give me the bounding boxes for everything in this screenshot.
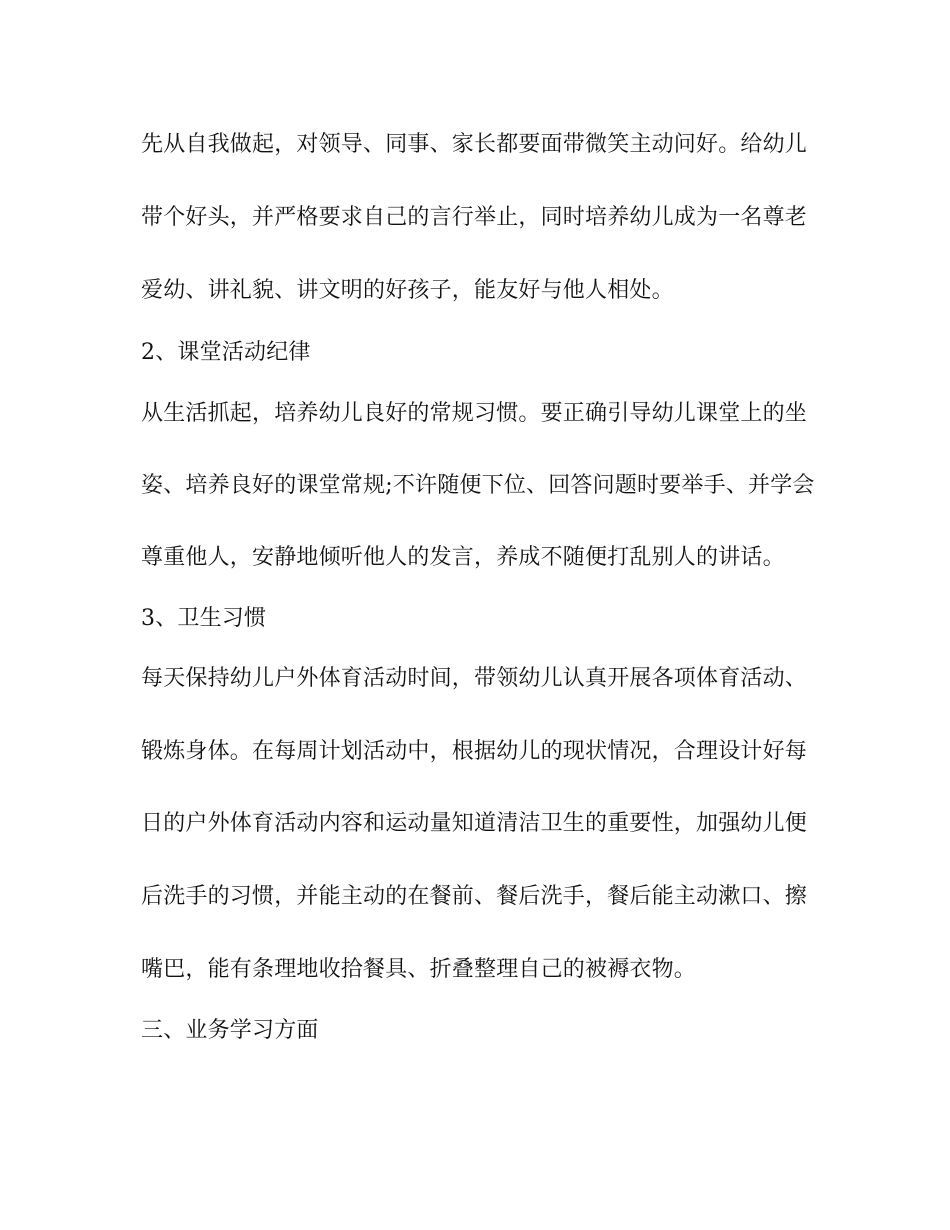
body-text-line: 先从自我做起，对领导、同事、家长都要面带微笑主动问好。给幼儿 (141, 132, 808, 157)
body-text-line: 爱幼、讲礼貌、讲文明的好孩子，能友好与他人相处。 (141, 278, 674, 303)
body-text-line: 日的户外体育活动内容和运动量知道清洁卫生的重要性，加强幼儿便 (141, 811, 808, 836)
body-text-line: 姿、培养良好的课堂常规;不许随便下位、回答问题时要举手、并学会 (141, 473, 815, 498)
section-heading: 3、卫生习惯 (141, 606, 267, 631)
body-text-line: 带个好头，并严格要求自己的言行举止，同时培养幼儿成为一名尊老 (141, 205, 808, 230)
body-text-line: 嘴巴，能有条理地收拾餐具、折叠整理自己的被褥衣物。 (141, 957, 697, 982)
body-text-line: 每天保持幼儿户外体育活动时间，带领幼儿认真开展各项体育活动、 (141, 666, 808, 691)
body-text-line: 锻炼身体。在每周计划活动中，根据幼儿的现状情况，合理设计好每 (141, 739, 808, 764)
body-text-line: 尊重他人，安静地倾听他人的发言，养成不随便打乱别人的讲话。 (141, 545, 785, 570)
body-text-line: 后洗手的习惯，并能主动的在餐前、餐后洗手，餐后能主动漱口、擦 (141, 884, 808, 909)
body-text-line: 从生活抓起，培养幼儿良好的常规习惯。要正确引导幼儿课堂上的坐 (141, 401, 808, 426)
section-heading: 2、课堂活动纪律 (141, 340, 311, 365)
section-heading: 三、业务学习方面 (141, 1018, 319, 1043)
